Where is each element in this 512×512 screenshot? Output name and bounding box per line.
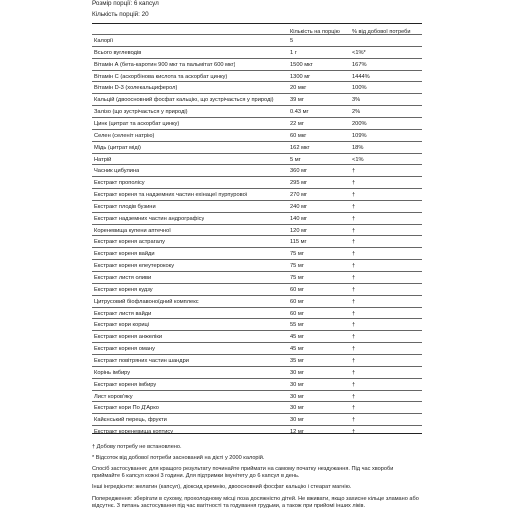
nutrient-name: Екстракт надземних частин андрографісу (94, 215, 205, 222)
footnote-asterisk: * Відсоток від добової потреби заснований на дієті у 2000 калорій. (92, 455, 265, 461)
row-divider (92, 295, 422, 296)
nutrient-name: Часник цибулина (94, 168, 140, 175)
nutrient-name: Екстракт кори кориці (94, 322, 150, 329)
nutrient-amount: 60 мг (290, 286, 304, 293)
nutrient-amount: 5 мг (290, 156, 301, 163)
nutrient-name: Екстракт кореня кудзу (94, 286, 153, 293)
nutrient-amount: 55 мг (290, 322, 304, 329)
row-divider (92, 105, 422, 106)
row-divider (92, 413, 422, 414)
nutrient-name: Екстракт кореневища коптису (94, 429, 174, 436)
nutrient-name: Цитрусовий біофлавоноїдний комплекс (94, 298, 199, 305)
footer-divider (92, 433, 422, 434)
nutrient-amount: 30 мг (290, 369, 304, 376)
nutrient-name: Мідь (цитрат міді) (94, 144, 141, 151)
nutrient-daily-value: 18% (352, 144, 364, 151)
row-divider (92, 129, 422, 130)
nutrient-name: Всього вуглеводів (94, 49, 142, 56)
nutrient-name: Екстракт плодів бузини (94, 203, 156, 210)
nutrient-name: Екстракт кореня імбиру (94, 381, 157, 388)
nutrient-amount: 1500 мкг (290, 61, 313, 68)
nutrient-daily-value: † (352, 192, 356, 199)
row-divider (92, 153, 422, 154)
usage-directions (92, 466, 422, 481)
row-divider (92, 141, 422, 142)
header-amount: Кількість на порцію (290, 29, 340, 35)
nutrient-name: Лист коров'яку (94, 393, 133, 400)
nutrient-daily-value: † (352, 263, 356, 270)
nutrient-name: Екстракт прополісу (94, 180, 145, 187)
nutrient-amount: 30 мг (290, 393, 304, 400)
row-divider (92, 164, 422, 165)
nutrient-daily-value: † (352, 203, 356, 210)
row-divider (92, 342, 422, 343)
nutrient-daily-value: <1% (352, 156, 364, 163)
nutrient-daily-value: 2% (352, 109, 361, 116)
row-divider (92, 366, 422, 367)
serving-size: Розмір порції: 6 капсул (92, 0, 159, 7)
row-divider (92, 188, 422, 189)
nutrient-amount: 1300 мг (290, 73, 311, 80)
nutrient-amount: 162 мкг (290, 144, 310, 151)
nutrient-name: Екстракт повітряних частин шандри (94, 357, 189, 364)
header-daily-value: % від добової потреби (352, 29, 411, 35)
nutrient-name: Кайєнський перець, фрукти (94, 417, 167, 424)
nutrient-amount: 295 мг (290, 180, 308, 187)
nutrient-amount: 360 мг (290, 168, 308, 175)
row-divider (92, 283, 422, 284)
nutrient-daily-value: 100% (352, 85, 367, 92)
nutrient-daily-value: † (352, 180, 356, 187)
nutrient-amount: 39 мг (290, 97, 304, 104)
nutrient-daily-value: † (352, 381, 356, 388)
nutrient-daily-value: † (352, 369, 356, 376)
nutrient-daily-value: † (352, 251, 356, 258)
nutrient-daily-value: † (352, 286, 356, 293)
nutrient-amount: 20 мкг (290, 85, 307, 92)
nutrient-name: Вітамін D-3 (холекальциферол) (94, 85, 178, 92)
nutrient-daily-value: † (352, 298, 356, 305)
usage-text: Спосіб застосування: для кращого результату починайте приймати на самому початку нездужання. Під час хвороби приймайте 6 капсул кожні 3 години. Для підтримки імунітету до 6 капсул в день. (92, 466, 394, 480)
nutrient-daily-value: † (352, 275, 356, 281)
warning (92, 496, 422, 511)
nutrient-amount: 75 мг (290, 251, 304, 258)
row-divider (92, 318, 422, 319)
nutrient-amount: 270 мг (290, 192, 308, 199)
nutrient-amount: 60 мг (290, 298, 304, 305)
row-divider (92, 390, 422, 391)
nutrient-amount: 0.43 мг (290, 109, 309, 116)
nutrient-daily-value: † (352, 393, 356, 400)
row-divider (92, 81, 422, 82)
nutrient-name: Екстракт листя оливи (94, 275, 152, 281)
nutrient-name: Екстракт кореня оману (94, 346, 155, 353)
nutrient-name: Екстракт кореня астрагалу (94, 239, 165, 246)
nutrient-amount: 22 мг (290, 120, 304, 127)
nutrient-name: Цинк (цитрат та аскорбат цинку) (94, 120, 180, 127)
row-divider (92, 200, 422, 201)
row-divider (92, 117, 422, 118)
nutrient-amount: 12 мг (290, 429, 304, 436)
nutrient-daily-value: † (352, 239, 356, 246)
nutrient-daily-value: † (352, 405, 356, 412)
other-text: Інші інгредієнти: желатин (капсул), діоксид кремнію, двоосновний фосфат кальцію і стеарат магнію. (92, 484, 352, 490)
nutrient-daily-value: 167% (352, 61, 367, 68)
row-divider (92, 46, 422, 47)
row-divider (92, 247, 422, 248)
nutrient-amount: 120 мг (290, 227, 308, 234)
row-divider (92, 271, 422, 272)
row-divider (92, 378, 422, 379)
nutrient-amount: 60 мкг (290, 132, 307, 139)
nutrient-amount: 75 мг (290, 275, 304, 281)
row-divider (92, 235, 422, 236)
nutrient-amount: 140 мг (290, 215, 308, 222)
nutrient-daily-value: † (352, 346, 356, 353)
nutrient-daily-value: † (352, 334, 356, 341)
other-ingredients (92, 484, 422, 491)
nutrient-amount: 115 мг (290, 239, 307, 246)
nutrient-daily-value: 200% (352, 120, 367, 127)
nutrient-amount: 35 мг (290, 357, 304, 364)
row-divider (92, 70, 422, 71)
nutrient-daily-value: † (352, 357, 356, 364)
nutrient-name: Екстракт листя вайди (94, 310, 152, 317)
row-divider (92, 330, 422, 331)
nutrient-name: Екстракт кори По Д'Арко (94, 405, 159, 412)
nutrient-amount: 1 г (290, 49, 297, 56)
nutrient-daily-value: † (352, 417, 356, 424)
row-divider (92, 307, 422, 308)
nutrient-daily-value: 3% (352, 97, 361, 104)
nutrient-name: Екстракт кореня вайди (94, 251, 155, 258)
nutrient-daily-value: † (352, 168, 356, 175)
nutrient-daily-value: 1444% (352, 73, 370, 80)
nutrient-amount: 5 (290, 38, 294, 44)
nutrient-name: Кореневища купени аптечної (94, 227, 171, 234)
row-divider (92, 354, 422, 355)
row-divider (92, 212, 422, 213)
row-divider (92, 425, 422, 426)
nutrient-name: Екстракт кореня елеутерококу (94, 263, 175, 270)
nutrient-daily-value: † (352, 227, 356, 234)
nutrient-daily-value: <1%* (352, 49, 366, 56)
nutrient-name: Екстракт кореня та надземних частин ехінацеї пурпурової (94, 192, 248, 199)
row-divider (92, 58, 422, 59)
nutrient-daily-value: † (352, 310, 356, 317)
nutrient-amount: 30 мг (290, 417, 304, 424)
footnote-dagger: † Добову потребу не встановлено. (92, 444, 182, 450)
row-divider (92, 93, 422, 94)
nutrient-amount: 240 мг (290, 203, 308, 210)
nutrient-amount: 30 мг (290, 405, 304, 412)
nutrient-daily-value: † (352, 429, 356, 436)
nutrient-daily-value: † (352, 322, 356, 329)
nutrient-name: Корінь імбиру (94, 369, 131, 376)
nutrient-daily-value: † (352, 215, 356, 222)
nutrient-amount: 30 мг (290, 381, 304, 388)
nutrient-name: Кальцій (двоосновний фосфат кальцію, що зустрічається у природі) (94, 97, 274, 104)
row-divider (92, 224, 422, 225)
nutrient-name: Вітамін С (аскорбінова кислота та аскорбат цинку) (94, 73, 228, 80)
nutrient-daily-value: 109% (352, 132, 367, 139)
row-divider (92, 401, 422, 402)
nutrient-amount: 60 мг (290, 310, 304, 317)
nutrient-amount: 75 мг (290, 263, 304, 270)
nutrient-name: Калорії (94, 38, 114, 44)
nutrient-name: Екстракт кореня анжеліки (94, 334, 163, 341)
nutrient-name: Натрій (94, 156, 112, 163)
row-divider (92, 34, 422, 35)
nutrient-name: Селен (селеніт натрію) (94, 132, 155, 139)
row-divider (92, 259, 422, 260)
serving-count: Кількість порцій: 20 (92, 11, 149, 18)
row-divider (92, 176, 422, 177)
nutrient-name: Вітамін А (бета-каротин 900 мкг та пальмітат 600 мкг) (94, 61, 236, 68)
warning-text: Попередження: зберігати в сухому, прохолодному місці поза досяжністю дітей. Не вживати, якщо захисне кільце зламано або відсутнє. З питань застосування під час вагітності та годування грудьми, а також при прийомі інших ліків. (92, 496, 419, 510)
nutrient-amount: 45 мг (290, 334, 304, 341)
nutrient-name: Залізо (що зустрічається у природі) (94, 109, 188, 116)
nutrient-amount: 45 мг (290, 346, 304, 353)
